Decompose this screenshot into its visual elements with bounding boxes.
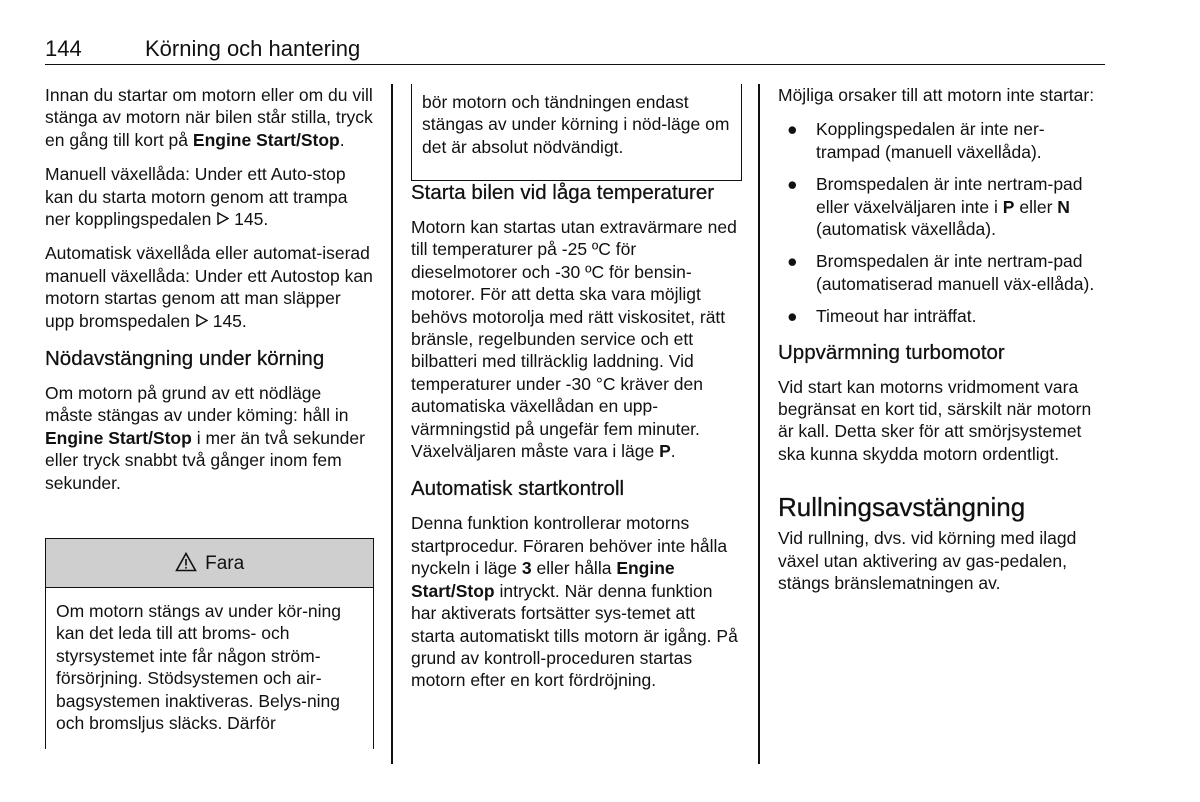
paragraph-possible-causes: Möjliga orsaker till att motorn inte startar:: [778, 85, 1095, 105]
bullet-icon: ●: [787, 251, 798, 272]
list-item: ● Bromspedalen är inte nertram-pad (automatiserad manuell väx-ellåda).: [787, 251, 1095, 294]
danger-box-continued: [411, 84, 742, 181]
danger-warning-box: [45, 538, 374, 749]
danger-text-continued: bör motorn och tändningen endast stängas av under körning i nöd-läge om det är absolut nödvändigt.: [422, 92, 730, 157]
column-2: [411, 180, 741, 704]
paragraph-cold-start: Motorn kan startas utan extravärmare ned till temperaturer på -25 ºC för dieselmotorer och -30 ºC för bensin-motorer. För att detta ska vara möjligt behövs motorolja med rätt viskositet, rätt bränsle, regelbunden service och ett bilbatteri med tillräcklig laddning. Vid temperaturer under -30 °C kräver den automatiska växellådan en upp-värmningstid på ungefär fem minuter. Växelväljaren måste vara i läge P.: [411, 217, 737, 462]
bullet-icon: ●: [787, 174, 798, 195]
paragraph-automatic-start-control: Denna funktion kontrollerar motorns startprocedur. Föraren behöver inte hålla nyckeln i läge 3 eller hålla Engine Start/Stop intryckt. När denna funktion har aktiverats fortsätter sys-temet att starta automatiskt tills motorn är igång. På grund av kontroll-proceduren startas motorn efter en kort fördröjning.: [411, 513, 738, 691]
page-number: 144: [45, 36, 82, 61]
page-reference-icon: [216, 208, 229, 230]
danger-title: Fara: [205, 553, 245, 574]
heading-automatic-start-control: Automatisk startkontroll: [411, 477, 625, 501]
page-title: Körning och hantering: [145, 36, 361, 61]
paragraph-rolling-shutoff: Vid rullning, dvs. vid körning med ilagd växel utan aktivering av gas-pedalen, stängs bränslematningen av.: [778, 528, 1077, 594]
page-reference[interactable]: 145.: [234, 209, 269, 230]
page-reference[interactable]: 145.: [212, 310, 247, 331]
heading-cold-start: Starta bilen vid låga temperaturer: [411, 181, 715, 204]
column-3: [778, 84, 1108, 607]
column-1: [45, 84, 373, 506]
engine-start-stop-label: Engine Start/Stop: [411, 558, 675, 601]
warning-triangle-icon: [175, 553, 200, 574]
gear-p-label: P: [659, 441, 671, 462]
heading-turbo-warmup: Uppvärmning turbomotor: [778, 340, 1005, 364]
engine-start-stop-label: Engine Start/Stop: [192, 129, 340, 150]
paragraph-automatic-gearbox: Automatisk växellåda eller automat-iserad manuell växellåda: Under ett Autostop kan motorn startas genom att man släpper upp bromspedalen 145.: [45, 243, 373, 331]
bullet-icon: ●: [787, 119, 798, 140]
paragraph-emergency-stop: Om motorn på grund av ett nödläge måste stängas av under köming: håll in Engine Start/Stop i mer än två sekunder eller tryck snabbt två gånger inom fem sekunder.: [45, 383, 365, 493]
gear-p-label: P: [1002, 196, 1015, 217]
danger-header: [46, 539, 373, 588]
page-reference-icon: [195, 310, 208, 332]
heading-emergency-stop: Nödavstängning under körning: [45, 347, 325, 371]
column-divider-left: [391, 84, 393, 764]
bullet-icon: ●: [787, 306, 798, 327]
heading-rolling-shutoff: Rullningsavstängning: [778, 492, 1026, 523]
list-item: ● Timeout har inträffat.: [787, 306, 977, 327]
danger-text: Om motorn stängs av under kör-ning kan det leda till att broms- och styrsystemet inte får någon ström-försörjning. Stödsystemen och air-bagsystemen inaktiveras. Belys-ning och bromsljus släcks. Därför: [56, 601, 341, 734]
key-position-label: 3: [521, 558, 532, 579]
paragraph-turbo-warmup: Vid start kan motorns vridmoment vara begränsat en kort tid, särskilt när motorn är kall. Detta sker för att smörjsystemet ska kunna skydda motorn ordentligt.: [778, 376, 1092, 464]
engine-start-stop-label: Engine Start/Stop: [45, 427, 192, 448]
paragraph-manual-gearbox: Manuell växellåda: Under ett Auto-stop kan du starta motorn genom att trampa ner kopplingspedalen 145.: [45, 164, 348, 230]
list-item: ● Kopplingspedalen är inte ner-trampad (manuell växellåda).: [787, 119, 1045, 162]
list-item: ● Bromspedalen är inte nertram-pad eller växelväljaren inte i P eller N (automatisk växellåda).: [787, 174, 1083, 240]
page-header: [45, 34, 1105, 65]
column-divider-right: [758, 84, 760, 764]
causes-list: [778, 118, 1108, 327]
paragraph-restart: Innan du startar om motorn eller om du vill stänga av motorn när bilen står stilla, tryck en gång till kort på Engine Start/Stop.: [45, 85, 373, 150]
gear-n-label: N: [1057, 196, 1070, 217]
